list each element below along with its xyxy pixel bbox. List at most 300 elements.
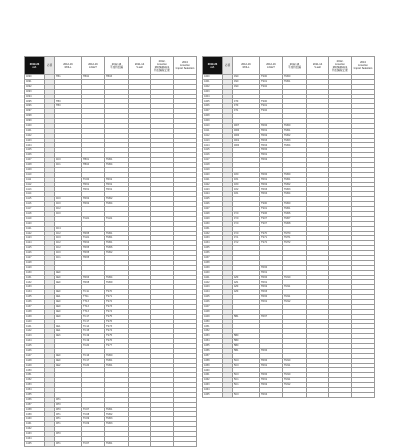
table-cell: 5B0 xyxy=(233,334,260,339)
table-cell: TC08 xyxy=(82,412,105,417)
left-register-table xyxy=(24,56,197,447)
table-cell: 4098 xyxy=(25,114,45,119)
table-cell: 4150 xyxy=(25,368,45,373)
table-cell: TS06 xyxy=(260,211,283,216)
table-cell: TM01 xyxy=(283,128,307,133)
table-cell: TM11 xyxy=(283,285,307,290)
table-cell: TR03 xyxy=(260,138,283,143)
table-cell: 4E0 xyxy=(55,304,82,309)
table-cell: TR01 xyxy=(260,153,283,158)
table-cell: 4094 xyxy=(25,94,45,99)
table-cell: TC09 xyxy=(82,422,105,427)
table-cell: 4135 xyxy=(25,295,45,300)
table-cell: TM09 xyxy=(105,280,129,285)
table-cell: 4407 xyxy=(203,109,223,114)
table-cell: 5C0 xyxy=(233,373,260,378)
table-cell: TM02 xyxy=(283,133,307,138)
table-cell: TR01 xyxy=(105,182,129,187)
table-cell: 4139 xyxy=(25,314,45,319)
table-cell: 4457 xyxy=(203,353,223,358)
table-cell: 4E0 xyxy=(55,270,82,275)
table-cell: 4C0 xyxy=(55,251,82,256)
table-cell: TS74 xyxy=(105,329,129,334)
table-cell: 4107 xyxy=(25,158,45,163)
table-cell: TR01 xyxy=(82,182,105,187)
table-cell: TR05 xyxy=(82,251,105,256)
table-cell: 4440 xyxy=(203,270,223,275)
table-cell: 4404 xyxy=(203,94,223,99)
table-cell: 4H1 xyxy=(55,412,82,417)
table-cell xyxy=(45,441,55,446)
table-cell: 4430 xyxy=(203,221,223,226)
table-cell: 4460 xyxy=(203,368,223,373)
table-cell: TM10 xyxy=(283,275,307,280)
table-cell: 4148 xyxy=(25,358,45,363)
table-cell: 4459 xyxy=(203,363,223,368)
table-cell: 4424 xyxy=(203,192,223,197)
table-cell: TR04 xyxy=(82,241,105,246)
table-cell: 4137 xyxy=(25,304,45,309)
table-cell: TR05 xyxy=(82,255,105,260)
table-cell: TR01 xyxy=(260,280,283,285)
table-cell: 4444 xyxy=(203,290,223,295)
table-cell: 4448 xyxy=(203,309,223,314)
column-header: 2012-16 平成特記編 xyxy=(283,57,307,75)
table-cell: 4433 xyxy=(203,236,223,241)
table-cell: 4461 xyxy=(203,373,223,378)
table-cell: 4420 xyxy=(203,172,223,177)
table-cell: 4119 xyxy=(25,216,45,221)
table-cell: 4C2 xyxy=(55,231,82,236)
table-cell: 4H1 xyxy=(55,417,82,422)
table-cell: TM03 xyxy=(283,138,307,143)
table-cell: TM10 xyxy=(283,373,307,378)
table-cell: 4144 xyxy=(25,339,45,344)
table-cell: 4402 xyxy=(203,84,223,89)
table-cell: TM04 xyxy=(105,163,129,168)
table-cell: TS76 xyxy=(105,339,129,344)
table-cell: 4C4 xyxy=(55,226,82,231)
table-cell: 4C0 xyxy=(55,197,82,202)
table-cell: 4419 xyxy=(203,167,223,172)
table-cell: TR00 xyxy=(260,123,283,128)
table-cell: 4409 xyxy=(203,119,223,124)
table-cell: 4111 xyxy=(25,177,45,182)
table-cell: TM03 xyxy=(105,422,129,427)
table-cell: TR02 xyxy=(260,383,283,388)
table-cell: TC17 xyxy=(82,319,105,324)
table-cell: 4447 xyxy=(203,304,223,309)
table-cell: TT13 xyxy=(82,304,105,309)
table-cell: TG01 xyxy=(105,216,129,221)
table-cell: 4153 xyxy=(25,383,45,388)
table-cell: TM03 xyxy=(105,417,129,422)
table-cell: 4H1 xyxy=(55,422,82,427)
column-header: 2012-16 ROLL xyxy=(233,57,260,75)
table-cell: TS70 xyxy=(260,231,283,236)
table-cell: 4441 xyxy=(203,275,223,280)
table-cell: 4418 xyxy=(203,163,223,168)
table-cell: 4160 xyxy=(25,417,45,422)
table-cell: TR00 xyxy=(260,295,283,300)
table-cell xyxy=(283,392,307,397)
table-cell: 4158 xyxy=(25,407,45,412)
header-row xyxy=(25,57,197,75)
table-cell: 5B0 xyxy=(233,343,260,348)
table-cell: 4413 xyxy=(203,138,223,143)
table-cell: 4164 xyxy=(25,436,45,441)
table-cell: 4130 xyxy=(25,270,45,275)
table-cell: TM04 xyxy=(283,143,307,148)
table-cell: 4405 xyxy=(203,99,223,104)
table-cell: TR04 xyxy=(260,143,283,148)
table-cell: 4099 xyxy=(25,119,45,124)
table-cell: TM01 xyxy=(105,158,129,163)
table-cell: TR05 xyxy=(82,231,105,236)
table-cell: TR00 xyxy=(260,265,283,270)
table-cell: 5C0 xyxy=(233,392,260,397)
table-cell: 5B1 xyxy=(233,348,260,353)
table-cell: 4406 xyxy=(203,104,223,109)
table-cell: 4154 xyxy=(25,388,45,393)
table-cell: 4E0 xyxy=(55,358,82,363)
table-cell: 4141 xyxy=(25,324,45,329)
table-cell: TM04 xyxy=(283,192,307,197)
table-cell: TM70 xyxy=(283,231,307,236)
table-cell: 4W7 xyxy=(233,123,260,128)
table-cell: TR00 xyxy=(260,373,283,378)
table-cell: TR03 xyxy=(260,187,283,192)
table-cell: TC07 xyxy=(82,407,105,412)
table-cell: 5C1 xyxy=(233,378,260,383)
table-cell: 4Y1 xyxy=(233,236,260,241)
table-cell: 4114 xyxy=(25,192,45,197)
table-cell: 4X1 xyxy=(233,177,260,182)
table-cell: 4X1 xyxy=(233,192,260,197)
table-cell: TS02 xyxy=(260,84,283,89)
table-cell: 4101 xyxy=(25,128,45,133)
table-cell: TM01 xyxy=(283,177,307,182)
table-cell: TS01 xyxy=(260,79,283,84)
table-cell: 4C2 xyxy=(55,246,82,251)
table-cell: 4400 xyxy=(203,75,223,80)
table-cell: TR02 xyxy=(260,182,283,187)
table-cell: TR00 xyxy=(260,348,283,353)
table-cell: TM06 xyxy=(105,246,129,251)
table-cell: TB01 xyxy=(82,158,105,163)
table-cell: 4426 xyxy=(203,202,223,207)
table-cell: 4W0 xyxy=(233,143,260,148)
table-cell: 4109 xyxy=(25,167,45,172)
table-cell: 4455 xyxy=(203,343,223,348)
column-header: 2012-16 LIGHT xyxy=(260,57,283,75)
table-cell: 4Y0 xyxy=(233,231,260,236)
table-cell: 4414 xyxy=(203,143,223,148)
table-cell: 4092 xyxy=(25,84,45,89)
table-cell: TR04 xyxy=(260,192,283,197)
table-cell: TB0 xyxy=(55,104,82,109)
table-cell: TC19 xyxy=(82,339,105,344)
table-cell: 4453 xyxy=(203,334,223,339)
table-cell: 4105 xyxy=(25,148,45,153)
table-cell: 4156 xyxy=(25,397,45,402)
table-cell xyxy=(307,392,329,397)
table-cell: TR01 xyxy=(260,177,283,182)
table-cell: 4145 xyxy=(25,343,45,348)
table-cell: 4443 xyxy=(203,285,223,290)
table-cell: 4C0 xyxy=(55,158,82,163)
table-cell: 5C0 xyxy=(233,363,260,368)
table-cell: 4E0 xyxy=(55,314,82,319)
table-cell: TM06 xyxy=(283,211,307,216)
table-cell: 4C0 xyxy=(55,211,82,216)
table-cell xyxy=(174,441,197,446)
table-cell: 4Z0 xyxy=(233,285,260,290)
table-cell: 4097 xyxy=(25,109,45,114)
table-cell: 4090 xyxy=(25,75,45,80)
table-cell: 4163 xyxy=(25,432,45,437)
table-cell: 4134 xyxy=(25,290,45,295)
table-cell: 4108 xyxy=(25,163,45,168)
table-cell: TM72 xyxy=(283,241,307,246)
table-cell: 4428 xyxy=(203,211,223,216)
table-cell xyxy=(151,441,174,446)
column-header: 2013 Linuxlon Import Selection xyxy=(352,57,375,75)
table-cell: TR03 xyxy=(260,290,283,295)
table-cell: 4C2 xyxy=(55,207,82,212)
table-cell: 4117 xyxy=(25,207,45,212)
table-cell: 4442 xyxy=(203,280,223,285)
table-cell: TR01 xyxy=(260,128,283,133)
table-cell: 4157 xyxy=(25,402,45,407)
table-cell: 5C0 xyxy=(233,358,260,363)
table-cell: TC17 xyxy=(82,314,105,319)
table-cell: 4103 xyxy=(25,138,45,143)
table-cell: TC14 xyxy=(82,324,105,329)
table-cell: 4W0 xyxy=(233,128,260,133)
table-cell: 4E1 xyxy=(55,324,82,329)
table-cell: TR01 xyxy=(82,187,105,192)
table-cell: 4425 xyxy=(203,197,223,202)
table-cell: TM01 xyxy=(105,241,129,246)
table-cell: 4E0 xyxy=(55,275,82,280)
table-cell: TM00 xyxy=(283,172,307,177)
table-row xyxy=(203,392,375,397)
table-cell: TM71 xyxy=(283,236,307,241)
table-cell: TR02 xyxy=(260,158,283,163)
column-header: 2019-23 ref. xyxy=(25,57,45,75)
table-cell: TC15 xyxy=(82,329,105,334)
table-cell: TS00 xyxy=(260,202,283,207)
table-cell: 4162 xyxy=(25,427,45,432)
table-cell: TM11 xyxy=(283,378,307,383)
table-cell: TS71 xyxy=(260,236,283,241)
table-cell: TR02 xyxy=(260,133,283,138)
header-row xyxy=(203,57,375,75)
right-register-table xyxy=(202,56,375,398)
table-cell: TS75 xyxy=(105,314,129,319)
table-cell: 4110 xyxy=(25,172,45,177)
table-cell: TM00 xyxy=(283,75,307,80)
table-cell: TM01 xyxy=(105,363,129,368)
table-cell: TM01 xyxy=(105,407,129,412)
table-cell: TR04 xyxy=(260,392,283,397)
table-cell: TM02 xyxy=(105,412,129,417)
table-cell: 4432 xyxy=(203,231,223,236)
table-cell: TM08 xyxy=(283,221,307,226)
column-header: 必須 xyxy=(45,57,55,75)
table-cell: 4C0 xyxy=(55,236,82,241)
table-cell: TT11 xyxy=(82,295,105,300)
table-cell: TR01 xyxy=(260,270,283,275)
table-cell: 4102 xyxy=(25,133,45,138)
table-cell: 4143 xyxy=(25,334,45,339)
table-cell: 4456 xyxy=(203,348,223,353)
table-cell: 4146 xyxy=(25,348,45,353)
table-cell: 4445 xyxy=(203,295,223,300)
table-cell: 4458 xyxy=(203,358,223,363)
table-cell: TM12 xyxy=(283,383,307,388)
table-cell: 4159 xyxy=(25,412,45,417)
table-cell: 4123 xyxy=(25,236,45,241)
table-cell: 4410 xyxy=(203,123,223,128)
table-cell: 4132 xyxy=(25,280,45,285)
table-cell: 4095 xyxy=(25,99,45,104)
table-cell xyxy=(329,392,352,397)
table-cell: 4124 xyxy=(25,241,45,246)
table-row xyxy=(25,441,197,446)
table-cell: TG01 xyxy=(82,236,105,241)
table-cell: TC19 xyxy=(82,334,105,339)
table-cell: 4423 xyxy=(203,187,223,192)
table-cell: TM10 xyxy=(283,358,307,363)
table-cell: TR02 xyxy=(82,197,105,202)
table-cell: 4E0 xyxy=(55,353,82,358)
table-cell: 4121 xyxy=(25,226,45,231)
table-cell: 4113 xyxy=(25,187,45,192)
table-cell: 4439 xyxy=(203,265,223,270)
table-cell: 4416 xyxy=(203,153,223,158)
table-cell xyxy=(129,441,151,446)
table-cell: 4C1 xyxy=(55,163,82,168)
table-cell: TM00 xyxy=(283,123,307,128)
table-cell: 4454 xyxy=(203,339,223,344)
table-cell: TM01 xyxy=(105,231,129,236)
table-cell: TM00 xyxy=(105,353,129,358)
table-cell: TS77 xyxy=(105,343,129,348)
table-cell: TS71 xyxy=(105,295,129,300)
table-cell: TM12 xyxy=(283,299,307,304)
column-header: 必須 xyxy=(223,57,233,75)
table-cell: 4W1 xyxy=(233,138,260,143)
table-cell: TS01 xyxy=(260,207,283,212)
table-cell: 4H1 xyxy=(55,397,82,402)
table-cell: 4Z0 xyxy=(233,275,260,280)
column-header: 2012- Linuxlon MATERIALS 特記編税正範 xyxy=(151,57,174,75)
table-cell: 4W0 xyxy=(233,133,260,138)
table-cell: 4E0 xyxy=(55,290,82,295)
table-cell: TR07 xyxy=(260,314,283,319)
table-cell: TB04 xyxy=(82,163,105,168)
table-cell: 4096 xyxy=(25,104,45,109)
table-cell: 4450 xyxy=(203,319,223,324)
table-cell: 4463 xyxy=(203,383,223,388)
table-cell: 4125 xyxy=(25,246,45,251)
table-cell: 4127 xyxy=(25,255,45,260)
table-cell: TR00 xyxy=(260,358,283,363)
table-cell: 4122 xyxy=(25,231,45,236)
table-cell: 4140 xyxy=(25,319,45,324)
table-cell: 4408 xyxy=(203,114,223,119)
table-cell: 4E1 xyxy=(55,295,82,300)
table-cell: 4149 xyxy=(25,363,45,368)
column-header: 2011-14 V-sell xyxy=(307,57,329,75)
table-cell: TS72 xyxy=(105,299,129,304)
table-cell: 4435 xyxy=(203,246,223,251)
table-cell: TS00 xyxy=(260,75,283,80)
table-cell: 4T0 xyxy=(233,104,260,109)
table-cell: TR05 xyxy=(82,246,105,251)
table-cell: TM01 xyxy=(105,236,129,241)
table-cell: TM04 xyxy=(105,275,129,280)
table-cell: TM03 xyxy=(283,187,307,192)
table-cell: 4E0 xyxy=(55,309,82,314)
column-header: 2012-16 平成特記編 xyxy=(105,57,129,75)
table-cell: 4412 xyxy=(203,133,223,138)
table-cell: 4415 xyxy=(203,148,223,153)
table-cell: 4Y2 xyxy=(233,241,260,246)
column-header: 2012-16 LIGHT xyxy=(82,57,105,75)
table-cell: 4093 xyxy=(25,89,45,94)
table-cell: TR08 xyxy=(82,280,105,285)
table-cell: 4465 xyxy=(203,392,223,397)
column-header: 2013 Linuxlon Import Selection xyxy=(174,57,197,75)
table-cell: TS01 xyxy=(260,104,283,109)
table-cell: TC20 xyxy=(82,343,105,348)
table-cell: TS72 xyxy=(260,241,283,246)
table-cell: 4C1 xyxy=(55,255,82,260)
table-cell: TT13 xyxy=(82,299,105,304)
column-header: 2019-23 ref. xyxy=(203,57,223,75)
table-cell: TC07 xyxy=(82,441,105,446)
table-cell: 4T1 xyxy=(233,109,260,114)
table-cell: 4427 xyxy=(203,207,223,212)
table-cell: TS73 xyxy=(105,324,129,329)
table-cell: TR01 xyxy=(105,177,129,182)
table-cell: 4X0 xyxy=(233,182,260,187)
table-cell: TR02 xyxy=(82,202,105,207)
table-cell: 4S0 xyxy=(233,75,260,80)
table-cell: 4155 xyxy=(25,392,45,397)
table-cell: TC00 xyxy=(82,177,105,182)
table-cell: 4120 xyxy=(25,221,45,226)
table-cell: 4100 xyxy=(25,123,45,128)
table-cell: 4129 xyxy=(25,265,45,270)
table-cell: TR03 xyxy=(82,275,105,280)
table-cell: 5B0 xyxy=(233,339,260,344)
table-cell: TM01 xyxy=(105,441,129,446)
table-cell: TC09 xyxy=(82,417,105,422)
table-cell: TS74 xyxy=(105,309,129,314)
table-cell xyxy=(223,392,233,397)
table-cell: 4436 xyxy=(203,251,223,256)
table-cell: 4Y0 xyxy=(233,216,260,221)
table-cell: 4091 xyxy=(25,79,45,84)
table-cell: 4401 xyxy=(203,79,223,84)
table-cell: 4462 xyxy=(203,378,223,383)
table-cell: 4138 xyxy=(25,309,45,314)
table-cell: 4T0 xyxy=(233,99,260,104)
